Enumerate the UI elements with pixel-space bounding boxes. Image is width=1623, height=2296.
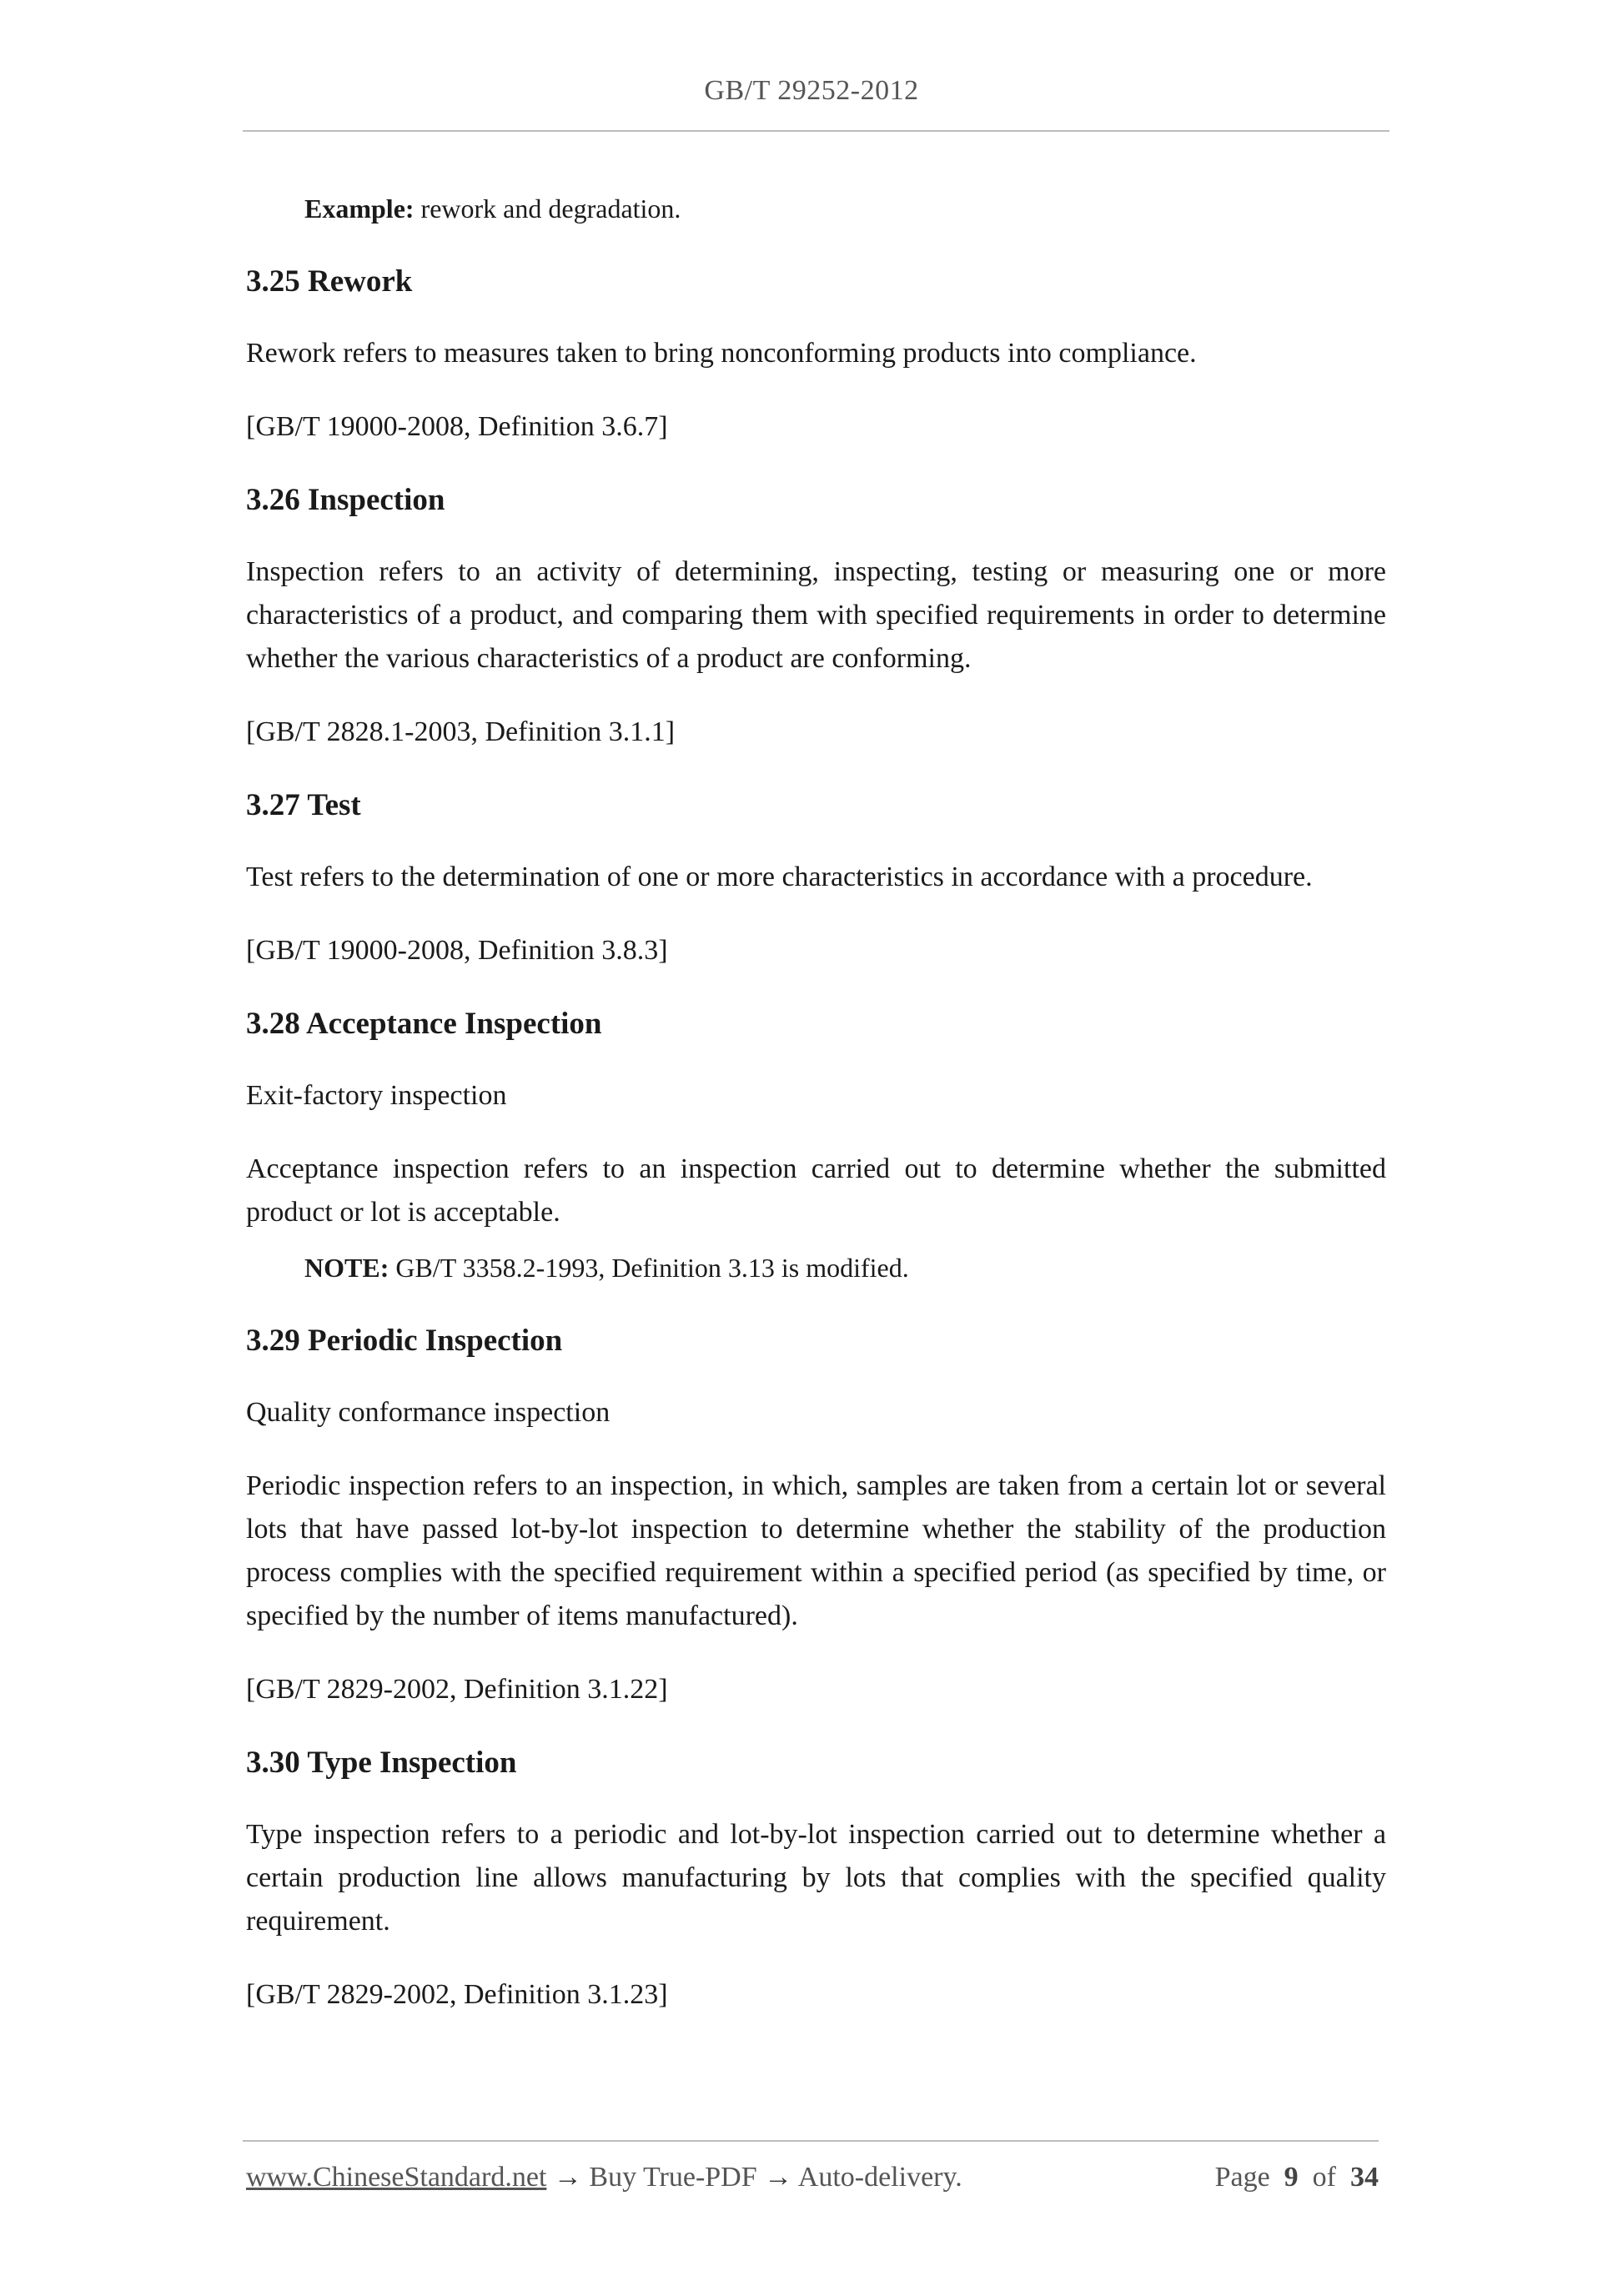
page-word: Page xyxy=(1214,2162,1270,2193)
example-note xyxy=(304,187,1386,230)
arrow-icon: → xyxy=(756,2162,798,2193)
footer-divider xyxy=(243,2140,1379,2142)
header-divider xyxy=(243,130,1389,132)
section-3-29-alt-term: Quality conformance inspection xyxy=(246,1397,611,1428)
main-content xyxy=(246,175,1386,2017)
section-3-26-heading: 3.26 Inspection xyxy=(246,483,445,517)
page-number: 9 xyxy=(1284,2162,1299,2193)
note-label: NOTE: xyxy=(304,1253,389,1283)
site-link[interactable]: www.ChineseStandard.net xyxy=(246,2162,547,2193)
section-3-28-note xyxy=(304,1246,1386,1289)
section-3-28-heading: 3.28 Acceptance Inspection xyxy=(246,1007,602,1041)
section-3-25-definition: Rework refers to measures taken to bring nonconforming products into compliance. xyxy=(246,338,1197,369)
example-text: rework and degradation. xyxy=(414,193,681,224)
section-3-27-reference: [GB/T 19000-2008, Definition 3.8.3] xyxy=(246,935,668,966)
section-3-29-definition: Periodic inspection refers to an inspection, in which, samples are taken from a certain lot or several lots that have passed lot-by-lot inspection to determine whether the stability of the production process complies with the specified requirement within a specified period (as specified by time, or specified by the number of items manufactured). xyxy=(246,1470,1386,1631)
arrow-icon: → xyxy=(546,2162,590,2193)
page-indicator xyxy=(1215,2162,1379,2193)
section-3-26-reference: [GB/T 2828.1-2003, Definition 3.1.1] xyxy=(246,716,676,747)
note-text: GB/T 3358.2-1993, Definition 3.13 is modified. xyxy=(389,1253,909,1283)
section-3-25-heading: 3.25 Rework xyxy=(246,264,413,299)
page-footer xyxy=(246,2162,1379,2193)
section-3-28-alt-term: Exit-factory inspection xyxy=(246,1080,507,1111)
section-3-30-definition: Type inspection refers to a periodic and lot-by-lot inspection carried out to determine whether a certain production line allows manufacturing by lots that complies with the specified quality requirement. xyxy=(246,1819,1386,1937)
header-standard-code: GB/T 29252-2012 xyxy=(704,75,919,106)
section-3-30-reference: [GB/T 2829-2002, Definition 3.1.23] xyxy=(246,1979,668,2010)
section-3-29-reference: [GB/T 2829-2002, Definition 3.1.22] xyxy=(246,1674,668,1705)
delivery-text: Auto-delivery. xyxy=(797,2162,962,2193)
section-3-27-heading: 3.27 Test xyxy=(246,788,361,822)
section-3-28-definition: Acceptance inspection refers to an inspection carried out to determine whether the submitted product or lot is acceptable. xyxy=(246,1153,1386,1228)
section-3-26-definition: Inspection refers to an activity of determining, inspecting, testing or measuring one or more characteristics of a product, and comparing them with specified requirements in order to determine whether the various characteristics of a product are conforming. xyxy=(246,556,1386,674)
example-label: Example: xyxy=(304,193,415,224)
footer-promo xyxy=(246,2162,962,2193)
section-3-25-reference: [GB/T 19000-2008, Definition 3.6.7] xyxy=(246,411,668,442)
section-3-27-definition: Test refers to the determination of one or more characteristics in accordance with a procedure. xyxy=(246,862,1313,892)
of-word: of xyxy=(1312,2162,1336,2193)
page-total: 34 xyxy=(1350,2162,1379,2193)
buy-text: Buy True-PDF xyxy=(589,2162,757,2193)
section-3-30-heading: 3.30 Type Inspection xyxy=(246,1746,517,1780)
section-3-29-heading: 3.29 Periodic Inspection xyxy=(246,1324,563,1358)
